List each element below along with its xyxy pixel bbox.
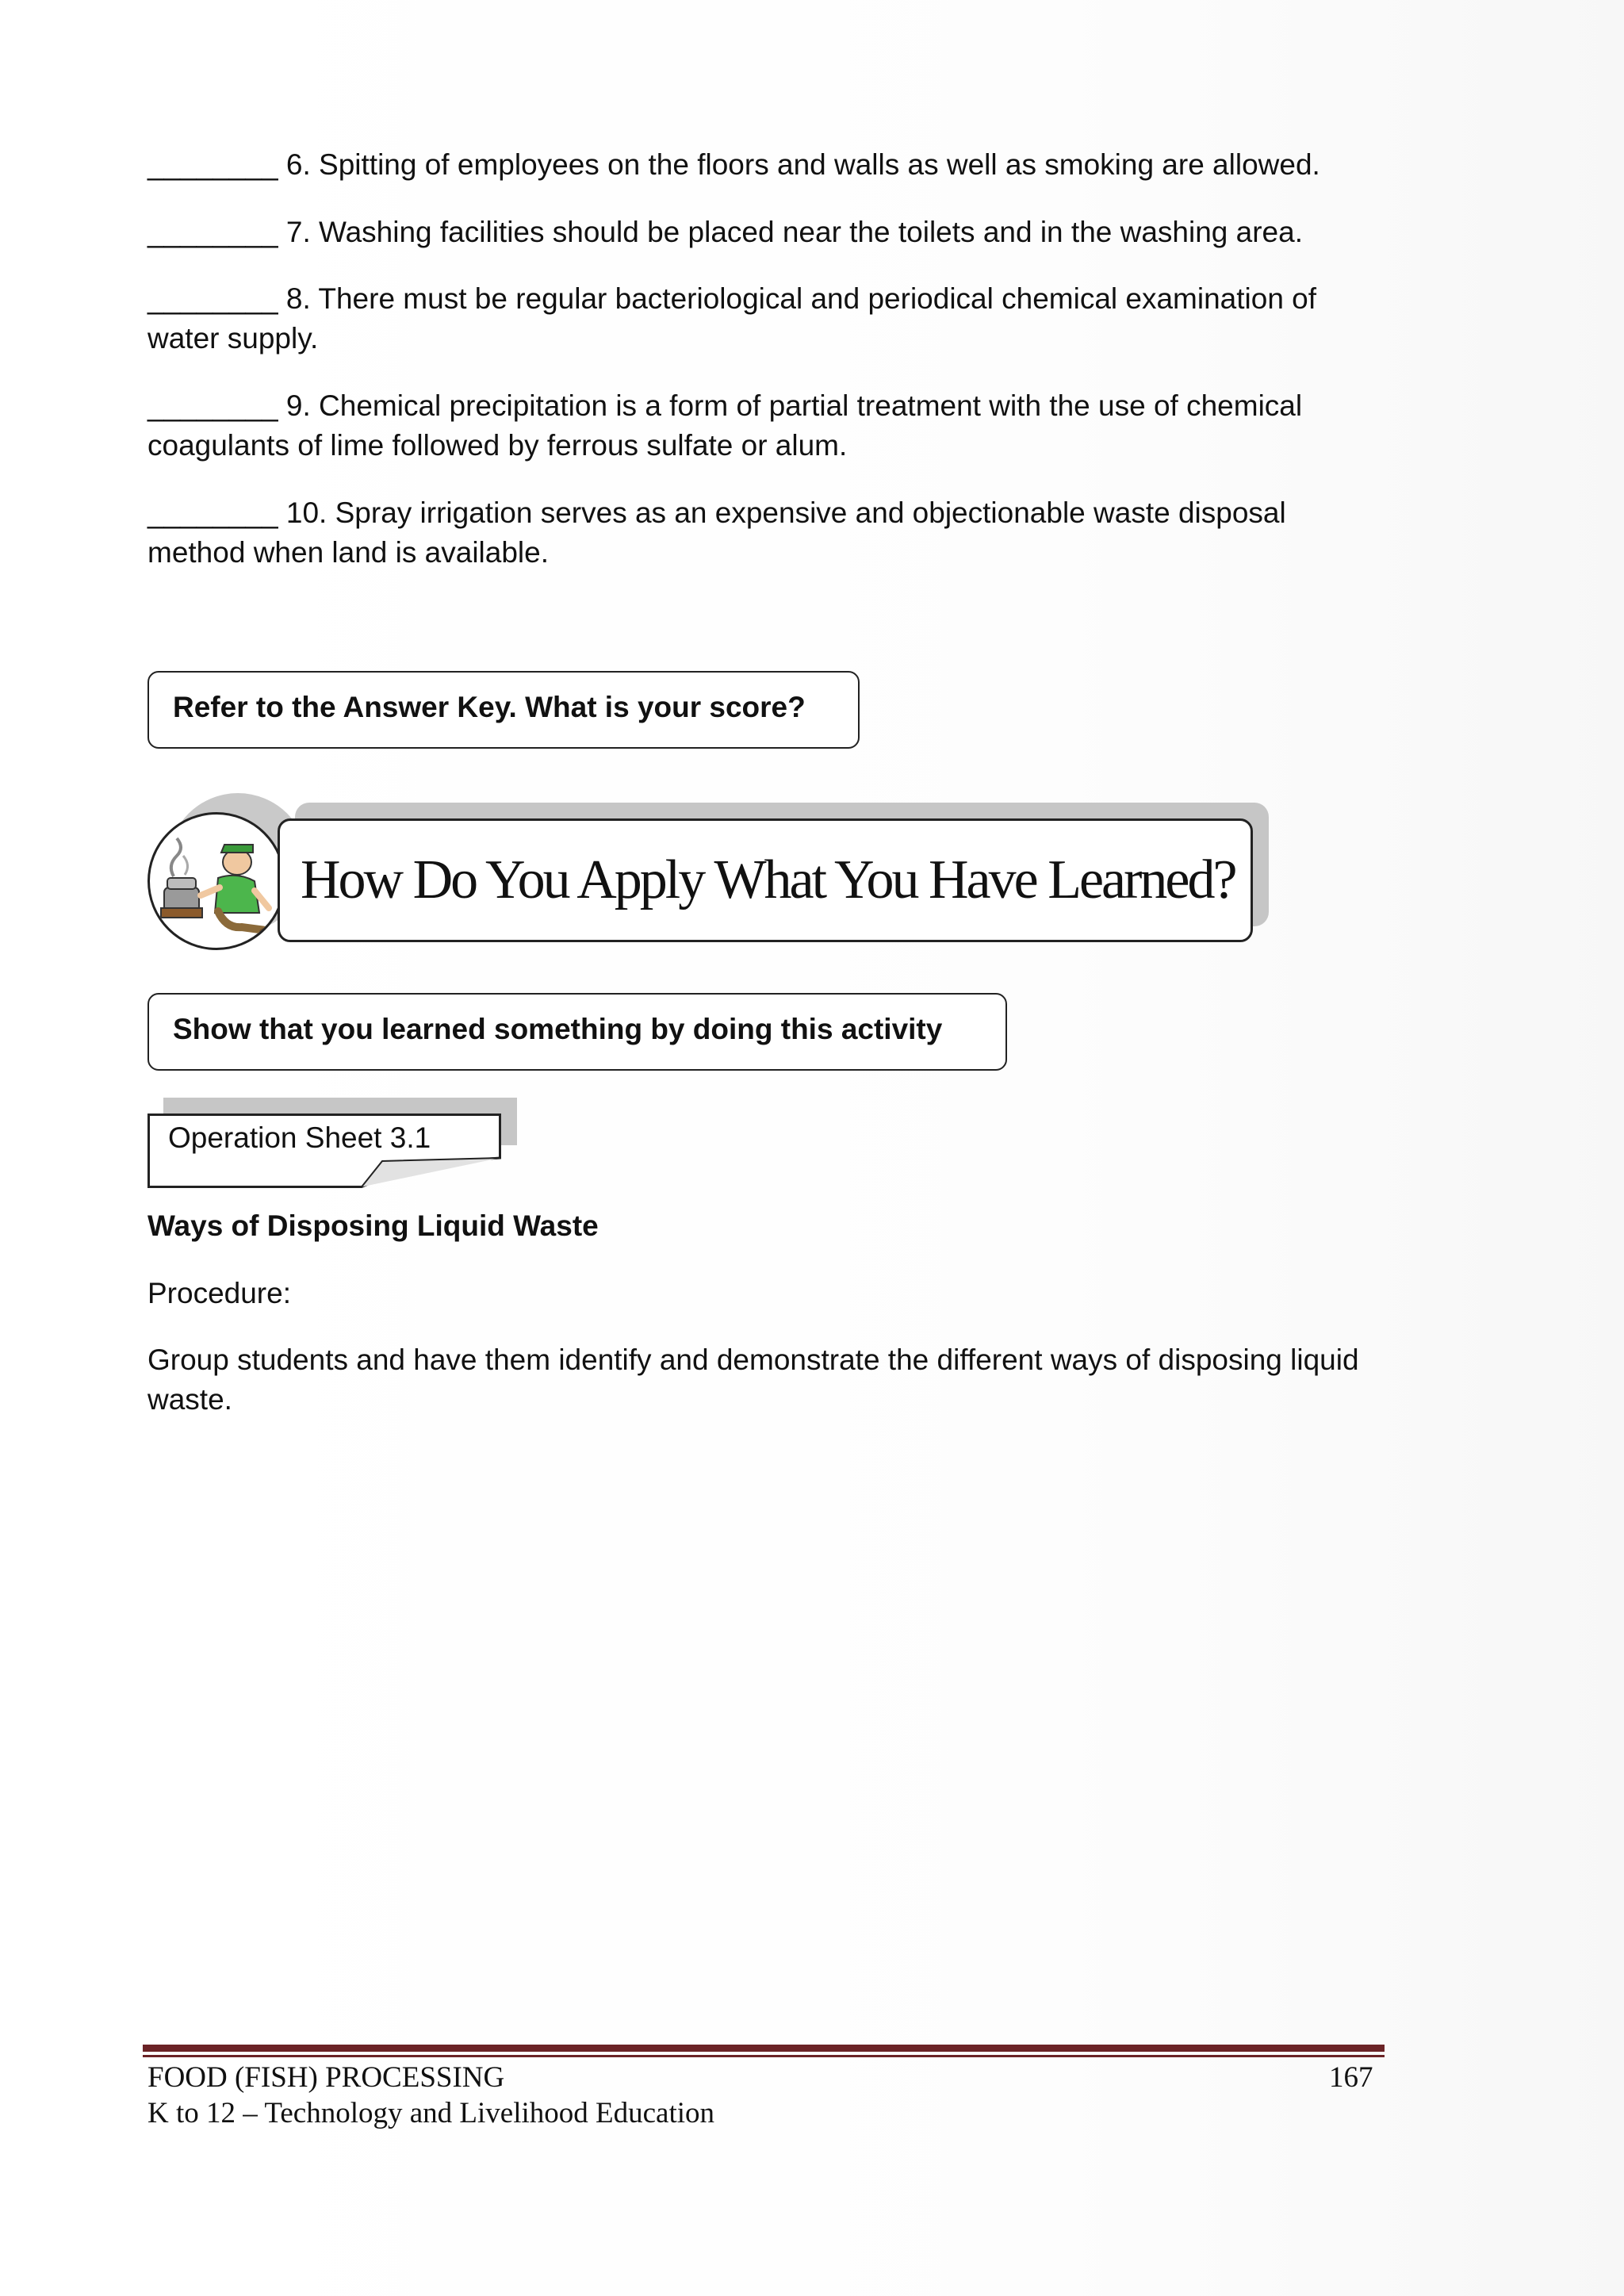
answer-blank: ________ (147, 282, 278, 315)
procedure-text (147, 1340, 1385, 1420)
answer-blank: ________ (147, 148, 278, 181)
procedure-label-text: Procedure: (147, 1277, 291, 1309)
answer-blank: ________ (147, 216, 278, 248)
question-10 (147, 493, 1385, 573)
question-text: 8. There must be regular bacteriological and periodical chemical examination of water supply. (147, 282, 1317, 355)
operation-sheet-label: Operation Sheet 3.1 (168, 1121, 431, 1154)
question-8 (147, 279, 1385, 358)
procedure-body: Group students and have them identify and demonstrate the different ways of disposing liquid waste. (147, 1343, 1359, 1416)
question-text: 10. Spray irrigation serves as an expensive and objectionable waste disposal method when land is available. (147, 496, 1286, 569)
footer-subject: FOOD (FISH) PROCESSING (147, 2061, 505, 2094)
question-9 (147, 386, 1385, 466)
question-6 (147, 145, 1385, 185)
footer-rule-thin (143, 2055, 1385, 2057)
footer-rule (143, 2045, 1385, 2052)
procedure-label (147, 1274, 1385, 1313)
answer-blank: ________ (147, 389, 278, 422)
activity-title-text: Ways of Disposing Liquid Waste (147, 1209, 599, 1242)
answer-key-text: Refer to the Answer Key. What is your score? (173, 691, 806, 723)
answer-blank: ________ (147, 496, 278, 529)
question-7 (147, 213, 1385, 252)
footer-program: K to 12 – Technology and Livelihood Education (147, 2097, 715, 2129)
question-text: 9. Chemical precipitation is a form of partial treatment with the use of chemical coagulants of lime followed by ferrous sulfate or alum. (147, 389, 1303, 462)
person-cooking-icon (147, 812, 285, 950)
activity-title (147, 1206, 1385, 1246)
section-title: How Do You Apply What You Have Learned? (301, 849, 1235, 910)
activity-instruction-box (147, 993, 1007, 1071)
operation-sheet-tag (147, 1114, 501, 1188)
question-text: 7. Washing facilities should be placed near the toilets and in the washing area. (278, 216, 1303, 248)
page-number: 167 (1329, 2061, 1373, 2094)
section-title-banner (278, 818, 1253, 942)
answer-key-box (147, 671, 860, 749)
question-text: 6. Spitting of employees on the floors and walls as well as smoking are allowed. (278, 148, 1320, 181)
activity-instruction-text: Show that you learned something by doing this activity (173, 1013, 943, 1045)
